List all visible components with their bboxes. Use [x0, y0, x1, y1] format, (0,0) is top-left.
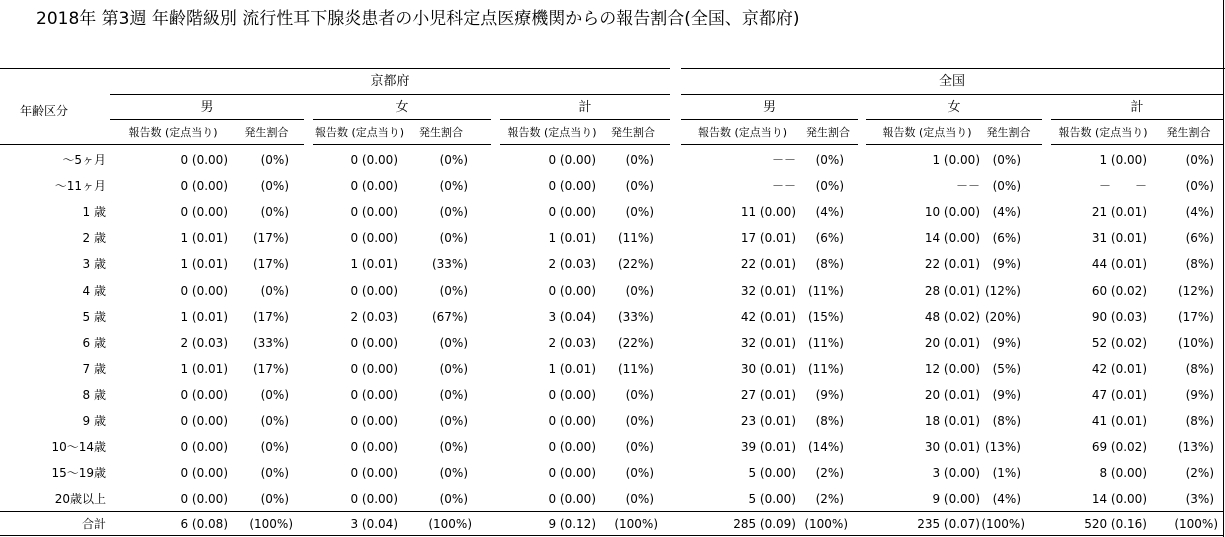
count-cell: 0 (0.00): [180, 179, 228, 194]
divider: [866, 144, 1042, 145]
count-cell: 17 (0.01): [740, 231, 796, 246]
rate-cell: (0%): [439, 466, 468, 481]
count-cell: 1 (0.01): [180, 257, 228, 272]
count-cell: 0 (0.00): [548, 440, 596, 455]
count-cell: 2 (0.03): [548, 257, 596, 272]
count-cell: 42 (0.01): [1091, 361, 1147, 376]
rate-cell: (0%): [1185, 179, 1214, 194]
divider: [0, 144, 110, 145]
divider: [681, 94, 1223, 95]
count-cell: －－: [771, 179, 796, 194]
total-count-cell: 3 (0.04): [350, 517, 398, 531]
rate-cell: (8%): [1185, 257, 1214, 272]
rate-cell: (0%): [260, 283, 289, 298]
sex-header: 女: [395, 100, 409, 115]
count-cell: 0 (0.00): [350, 361, 398, 376]
column-header-count: 報告数 (定点当り): [314, 126, 405, 139]
rate-cell: (2%): [815, 466, 844, 481]
age-label: 3 歳: [82, 257, 106, 272]
column-header-count: 報告数 (定点当り): [128, 126, 218, 139]
rate-cell: (4%): [1185, 205, 1214, 220]
divider: [1051, 119, 1223, 120]
count-cell: 12 (0.00): [924, 361, 980, 376]
rate-cell: (8%): [1185, 414, 1214, 428]
rate-cell: (9%): [992, 257, 1021, 272]
count-cell: 69 (0.02): [1091, 440, 1147, 455]
rate-cell: (5%): [992, 361, 1021, 376]
rate-cell: (0%): [439, 440, 468, 455]
count-cell: 39 (0.01): [740, 440, 796, 455]
rate-cell: (11%): [807, 335, 844, 350]
total-count-cell: 9 (0.12): [548, 517, 596, 531]
total-count-cell: 285 (0.09): [733, 517, 796, 531]
rate-cell: (6%): [1185, 231, 1214, 246]
count-cell: 0 (0.00): [350, 153, 398, 167]
count-cell: －－: [955, 179, 980, 194]
rate-cell: (8%): [992, 414, 1021, 428]
rate-cell: (0%): [625, 387, 654, 402]
total-rate-cell: (100%): [1174, 517, 1218, 531]
rate-cell: (22%): [617, 257, 654, 272]
divider: [1051, 144, 1223, 145]
count-cell: 30 (0.01): [740, 361, 796, 376]
count-cell: 0 (0.00): [350, 179, 398, 194]
count-cell: 44 (0.01): [1091, 257, 1147, 272]
divider: [500, 119, 670, 120]
total-rate-cell: (100%): [804, 517, 848, 531]
count-cell: 0 (0.00): [548, 179, 596, 194]
total-rate-cell: (100%): [981, 517, 1025, 531]
rate-cell: (0%): [439, 387, 468, 402]
rate-cell: (22%): [617, 335, 654, 350]
divider: [110, 94, 670, 95]
count-cell: 0 (0.00): [548, 283, 596, 298]
table-top-border: [681, 68, 1225, 69]
count-cell: 30 (0.01): [924, 440, 980, 455]
count-cell: 21 (0.01): [1091, 205, 1147, 220]
count-cell: 0 (0.00): [180, 283, 228, 298]
count-cell: 0 (0.00): [350, 231, 398, 246]
rate-cell: (9%): [992, 387, 1021, 402]
count-cell: 20 (0.01): [924, 387, 980, 402]
rate-cell: (0%): [625, 492, 654, 507]
rate-cell: (1%): [992, 466, 1021, 481]
rate-cell: (11%): [617, 361, 654, 376]
column-header-rate: 発生割合: [806, 126, 850, 139]
rate-cell: (3%): [1185, 492, 1214, 507]
column-header-rate: 発生割合: [244, 126, 289, 139]
rate-cell: (0%): [815, 179, 844, 194]
count-cell: 20 (0.01): [924, 335, 980, 350]
age-label: 1 歳: [82, 205, 106, 220]
count-cell: 18 (0.01): [924, 414, 980, 428]
total-rate-cell: (100%): [249, 517, 293, 531]
rate-cell: (12%): [984, 283, 1021, 298]
rate-cell: (14%): [807, 440, 844, 455]
count-cell: 41 (0.01): [1091, 414, 1147, 428]
rate-cell: (0%): [992, 179, 1021, 194]
divider: [313, 119, 491, 120]
rate-cell: (6%): [992, 231, 1021, 246]
rate-cell: (4%): [992, 492, 1021, 507]
rate-cell: (4%): [992, 205, 1021, 220]
divider: [681, 119, 858, 120]
rate-cell: (0%): [439, 205, 468, 220]
age-label: ～5ヶ月: [62, 153, 106, 167]
count-cell: 1 (0.01): [548, 361, 596, 376]
count-cell: 0 (0.00): [548, 205, 596, 220]
total-row-divider: [0, 511, 1223, 512]
age-label: 4 歳: [82, 283, 106, 298]
count-cell: 0 (0.00): [548, 466, 596, 481]
rate-cell: (4%): [815, 205, 844, 220]
divider: [110, 119, 304, 120]
count-cell: 0 (0.00): [548, 153, 596, 167]
rate-cell: (11%): [807, 361, 844, 376]
count-cell: 2 (0.03): [180, 335, 228, 350]
age-label: 9 歳: [82, 414, 106, 428]
rate-cell: (11%): [617, 231, 654, 246]
total-count-cell: 520 (0.16): [1084, 517, 1147, 531]
rate-cell: (0%): [625, 414, 654, 428]
rate-cell: (8%): [815, 257, 844, 272]
count-cell: 5 (0.00): [748, 492, 796, 507]
rate-cell: (0%): [625, 179, 654, 194]
count-cell: 0 (0.00): [350, 283, 398, 298]
count-cell: 8 (0.00): [1099, 466, 1147, 481]
rate-cell: (0%): [625, 283, 654, 298]
rate-cell: (0%): [439, 283, 468, 298]
rate-cell: (0%): [439, 231, 468, 246]
count-cell: 0 (0.00): [548, 387, 596, 402]
divider: [500, 144, 670, 145]
rate-cell: (0%): [625, 440, 654, 455]
count-cell: 23 (0.01): [740, 414, 796, 428]
total-label: 合計: [81, 517, 106, 531]
rate-cell: (33%): [617, 309, 654, 324]
count-cell: 14 (0.00): [924, 231, 980, 246]
count-cell: 60 (0.02): [1091, 283, 1147, 298]
count-cell: 2 (0.03): [350, 309, 398, 324]
count-cell: 1 (0.00): [1099, 153, 1147, 167]
rate-cell: (17%): [252, 257, 289, 272]
count-cell: 42 (0.01): [740, 309, 796, 324]
rate-cell: (0%): [260, 466, 289, 481]
column-header-rate: 発生割合: [986, 126, 1031, 139]
rate-cell: (20%): [984, 309, 1021, 324]
sex-header: 男: [762, 100, 776, 115]
divider: [681, 144, 858, 145]
count-cell: 0 (0.00): [350, 387, 398, 402]
column-header-count: 報告数 (定点当り): [697, 126, 788, 139]
column-header-count: 報告数 (定点当り): [507, 126, 597, 139]
count-cell: 1 (0.01): [180, 231, 228, 246]
rate-cell: (13%): [984, 440, 1021, 455]
count-cell: － －: [1098, 179, 1147, 194]
age-label: ～11ヶ月: [54, 179, 106, 194]
count-cell: 28 (0.01): [924, 283, 980, 298]
age-label: 10～14歳: [51, 440, 106, 455]
rate-cell: (0%): [992, 153, 1021, 167]
rate-cell: (0%): [439, 335, 468, 350]
rate-cell: (0%): [625, 153, 654, 167]
count-cell: 14 (0.00): [1091, 492, 1147, 507]
divider: [110, 144, 304, 145]
count-cell: 32 (0.01): [740, 283, 796, 298]
rate-cell: (8%): [815, 414, 844, 428]
count-cell: 5 (0.00): [748, 466, 796, 481]
rate-cell: (17%): [1177, 309, 1214, 324]
rate-cell: (67%): [431, 309, 468, 324]
rate-cell: (0%): [439, 361, 468, 376]
count-cell: 1 (0.01): [548, 231, 596, 246]
rate-cell: (0%): [260, 440, 289, 455]
count-cell: 52 (0.02): [1091, 335, 1147, 350]
rate-cell: (11%): [807, 283, 844, 298]
rate-cell: (0%): [260, 153, 289, 167]
rate-cell: (8%): [1185, 361, 1214, 376]
rate-cell: (0%): [439, 179, 468, 194]
rate-cell: (0%): [1185, 153, 1214, 167]
page-title: 2018年 第3週 年齢階級別 流行性耳下腺炎患者の小児科定点医療機関からの報告割合(全国、京都府): [36, 9, 800, 29]
count-cell: 0 (0.00): [180, 414, 228, 428]
count-cell: 10 (0.00): [924, 205, 980, 220]
rate-cell: (0%): [625, 466, 654, 481]
rate-cell: (2%): [815, 492, 844, 507]
rate-cell: (12%): [1177, 283, 1214, 298]
age-label: 2 歳: [82, 231, 106, 246]
rate-cell: (0%): [260, 492, 289, 507]
count-cell: 0 (0.00): [180, 153, 228, 167]
count-cell: 0 (0.00): [548, 492, 596, 507]
count-cell: 1 (0.01): [180, 309, 228, 324]
rate-cell: (0%): [260, 387, 289, 402]
count-cell: 22 (0.01): [740, 257, 796, 272]
count-cell: 0 (0.00): [180, 466, 228, 481]
count-cell: 0 (0.00): [350, 335, 398, 350]
count-cell: 0 (0.00): [180, 205, 228, 220]
count-cell: 0 (0.00): [350, 440, 398, 455]
count-cell: 9 (0.00): [932, 492, 980, 507]
rate-cell: (9%): [1185, 387, 1214, 402]
count-cell: 11 (0.00): [740, 205, 796, 220]
count-cell: 22 (0.01): [924, 257, 980, 272]
rate-cell: (9%): [815, 387, 844, 402]
count-cell: 48 (0.02): [924, 309, 980, 324]
count-cell: 47 (0.01): [1091, 387, 1147, 402]
sex-header: 計: [578, 100, 592, 115]
count-cell: 90 (0.03): [1091, 309, 1147, 324]
rate-cell: (33%): [252, 335, 289, 350]
sex-header: 男: [200, 100, 214, 115]
rate-cell: (0%): [625, 205, 654, 220]
rate-cell: (0%): [260, 205, 289, 220]
table-bottom-border: [0, 535, 1223, 536]
count-cell: 0 (0.00): [350, 205, 398, 220]
rate-cell: (17%): [252, 309, 289, 324]
divider: [866, 119, 1042, 120]
count-cell: 0 (0.00): [350, 492, 398, 507]
rate-cell: (0%): [439, 153, 468, 167]
rate-cell: (0%): [439, 492, 468, 507]
rate-cell: (13%): [1177, 440, 1214, 455]
column-header-rate: 発生割合: [1166, 126, 1211, 139]
sex-header: 計: [1130, 100, 1144, 115]
total-rate-cell: (100%): [614, 517, 658, 531]
column-header-rate: 発生割合: [611, 126, 655, 139]
count-cell: 1 (0.01): [180, 361, 228, 376]
count-cell: 32 (0.01): [740, 335, 796, 350]
age-label: 8 歳: [82, 387, 106, 402]
column-header-rate: 発生割合: [419, 126, 463, 139]
count-cell: 0 (0.00): [350, 414, 398, 428]
count-cell: 31 (0.01): [1091, 231, 1147, 246]
total-count-cell: 235 (0.07): [917, 517, 980, 531]
count-cell: 0 (0.00): [350, 466, 398, 481]
rate-cell: (0%): [260, 414, 289, 428]
count-cell: 0 (0.00): [180, 387, 228, 402]
count-cell: －－: [771, 153, 796, 167]
rate-cell: (10%): [1177, 335, 1214, 350]
count-cell: 0 (0.00): [180, 492, 228, 507]
age-label: 7 歳: [82, 361, 106, 376]
age-label: 20歳以上: [54, 492, 106, 507]
age-label: 15～19歳: [51, 466, 106, 481]
total-count-cell: 6 (0.08): [180, 517, 228, 531]
sex-header: 女: [947, 100, 961, 115]
count-cell: 2 (0.03): [548, 335, 596, 350]
region-header-national: 全国: [938, 74, 965, 89]
count-cell: 0 (0.00): [548, 414, 596, 428]
rate-cell: (6%): [815, 231, 844, 246]
age-label: 5 歳: [82, 309, 106, 324]
rate-cell: (9%): [992, 335, 1021, 350]
age-label: 6 歳: [82, 335, 106, 350]
rate-cell: (17%): [252, 361, 289, 376]
count-cell: 0 (0.00): [180, 440, 228, 455]
row-label-header: 年齢区分: [20, 104, 69, 118]
rate-cell: (0%): [260, 179, 289, 194]
rate-cell: (2%): [1185, 466, 1214, 481]
column-header-count: 報告数 (定点当り): [882, 126, 972, 139]
rate-cell: (15%): [807, 309, 844, 324]
count-cell: 1 (0.01): [350, 257, 398, 272]
total-rate-cell: (100%): [428, 517, 472, 531]
table-top-border: [0, 68, 670, 69]
rate-cell: (33%): [431, 257, 468, 272]
rate-cell: (0%): [815, 153, 844, 167]
rate-cell: (0%): [439, 414, 468, 428]
column-header-count: 報告数 (定点当り): [1058, 126, 1148, 139]
divider: [313, 144, 491, 145]
count-cell: 3 (0.04): [548, 309, 596, 324]
region-header-kyoto: 京都府: [370, 74, 410, 89]
right-border: [1223, 0, 1224, 537]
count-cell: 27 (0.01): [740, 387, 796, 402]
count-cell: 3 (0.00): [932, 466, 980, 481]
count-cell: 1 (0.00): [932, 153, 980, 167]
rate-cell: (17%): [252, 231, 289, 246]
